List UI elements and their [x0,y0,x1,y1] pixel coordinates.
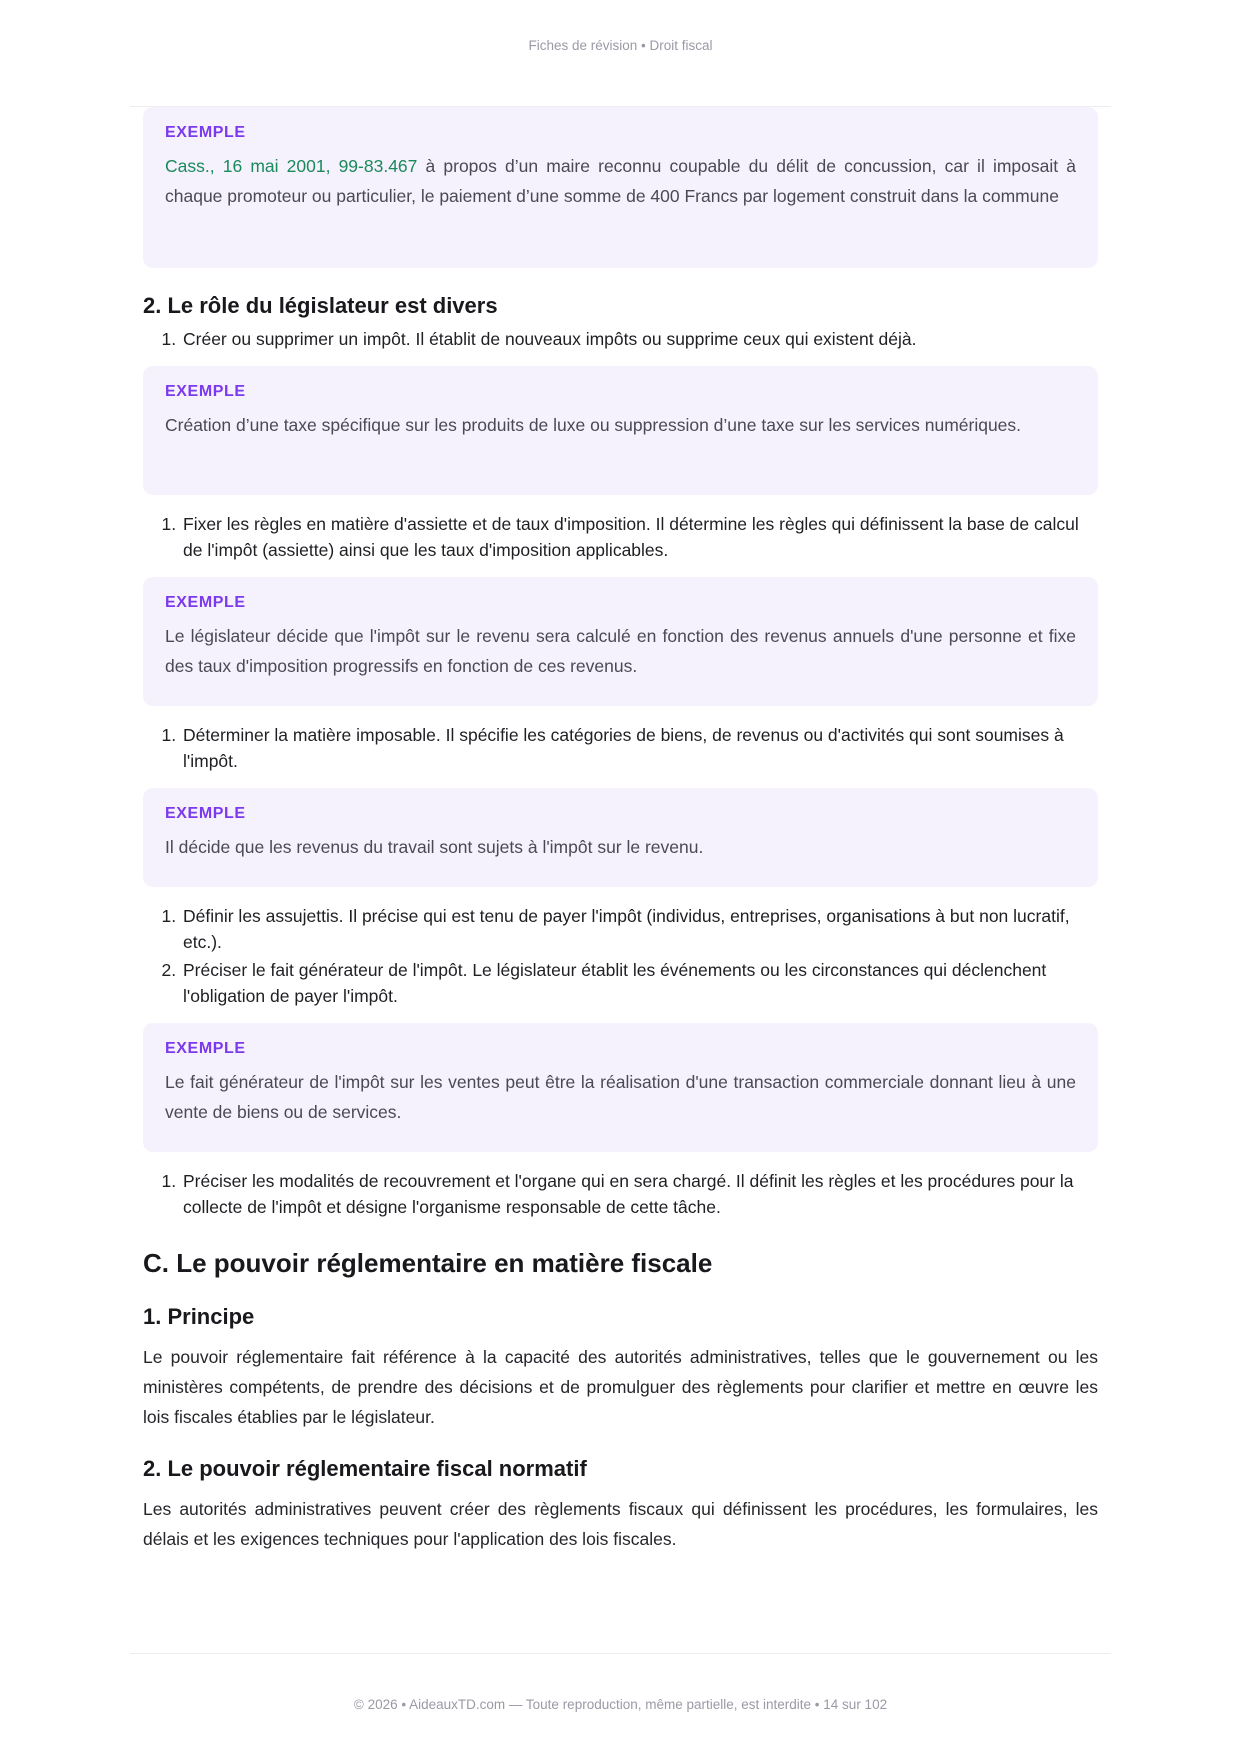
numbered-list [143,511,1098,563]
example-text: Le fait générateur de l'impôt sur les ventes peut être la réalisation d'une transaction commerciale donnant lieu à une vente de biens ou de services. [165,1072,1076,1122]
example-box [143,366,1098,495]
section-title: C. Le pouvoir réglementaire en matière fiscale [143,1248,713,1278]
example-label: EXEMPLE [165,594,246,611]
example-label: EXEMPLE [165,1040,246,1057]
example-body: à propos d’un maire reconnu coupable du délit de concussion, car il imposait à chaque promoteur ou particulier, le paiement d’une somme de 400 Francs par logement construit dans la commune [165,156,1076,206]
list-item: 1. Définir les assujettis. Il précise qui est tenu de payer l'impôt (individus, entreprises, organisations à but non lucratif, etc.). [181,903,1098,955]
list-item: 1. Préciser les modalités de recouvrement et l'organe qui en sera chargé. Il définit les règles et les procédures pour la collecte de l'impôt et désigne l'organisme responsable de cette tâche. [181,1168,1098,1220]
list-item: 1. Créer ou supprimer un impôt. Il établit de nouveaux impôts ou supprime ceux qui existent déjà. [181,326,1098,352]
example-label: EXEMPLE [165,383,246,400]
example-label: EXEMPLE [165,805,246,822]
section-heading: 2. Le rôle du législateur est divers [143,293,498,318]
list-item: 2. Préciser le fait générateur de l'impôt. Le législateur établit les événements ou les circonstances qui déclenchent l'obligation de payer l'impôt. [181,957,1098,1009]
numbered-list [143,903,1098,1009]
page-content [143,107,1098,1554]
footer-divider [130,1653,1111,1654]
case-citation: Cass., 16 mai 2001, 99-83.467 [165,156,418,176]
numbered-list [143,722,1098,774]
subsection-heading: 2. Le pouvoir réglementaire fiscal normatif [143,1456,587,1481]
example-text: Création d’une taxe spécifique sur les produits de luxe ou suppression d’une taxe sur les services numériques. [165,415,1022,435]
subsection-heading: 1. Principe [143,1304,255,1329]
example-text [165,151,1076,211]
running-header: Fiches de révision • Droit fiscal [528,38,713,53]
numbered-list [143,326,1098,352]
paragraph: Les autorités administratives peuvent créer des règlements fiscaux qui définissent les procédures, les formulaires, les délais et les exigences techniques pour l'application des lois fiscales. [143,1499,1098,1549]
example-text: Il décide que les revenus du travail sont sujets à l'impôt sur le revenu. [165,837,704,857]
example-box [143,107,1098,268]
example-text: Le législateur décide que l'impôt sur le revenu sera calculé en fonction des revenus annuels d'une personne et fixe des taux d'imposition progressifs en fonction de ces revenus. [165,626,1076,676]
example-label: EXEMPLE [165,124,246,141]
paragraph: Le pouvoir réglementaire fait référence à la capacité des autorités administratives, telles que le gouvernement ou les ministères compétents, de prendre des décisions et de promulguer des règlements pour clarifier et mettre en œuvre les lois fiscales établies par le législateur. [143,1347,1098,1427]
list-item: 1. Déterminer la matière imposable. Il spécifie les catégories de biens, de revenus ou d'activités qui sont soumises à l'impôt. [181,722,1098,774]
example-box [143,788,1098,887]
numbered-list [143,1168,1098,1220]
list-item: 1. Fixer les règles en matière d'assiette et de taux d'imposition. Il détermine les règles qui définissent la base de calcul de l'impôt (assiette) ainsi que les taux d'imposition applicables. [181,511,1098,563]
page-footer: © 2026 • AideauxTD.com — Toute reproduction, même partielle, est interdite • 14 sur 102 [353,1697,888,1712]
example-box [143,577,1098,706]
example-box [143,1023,1098,1152]
